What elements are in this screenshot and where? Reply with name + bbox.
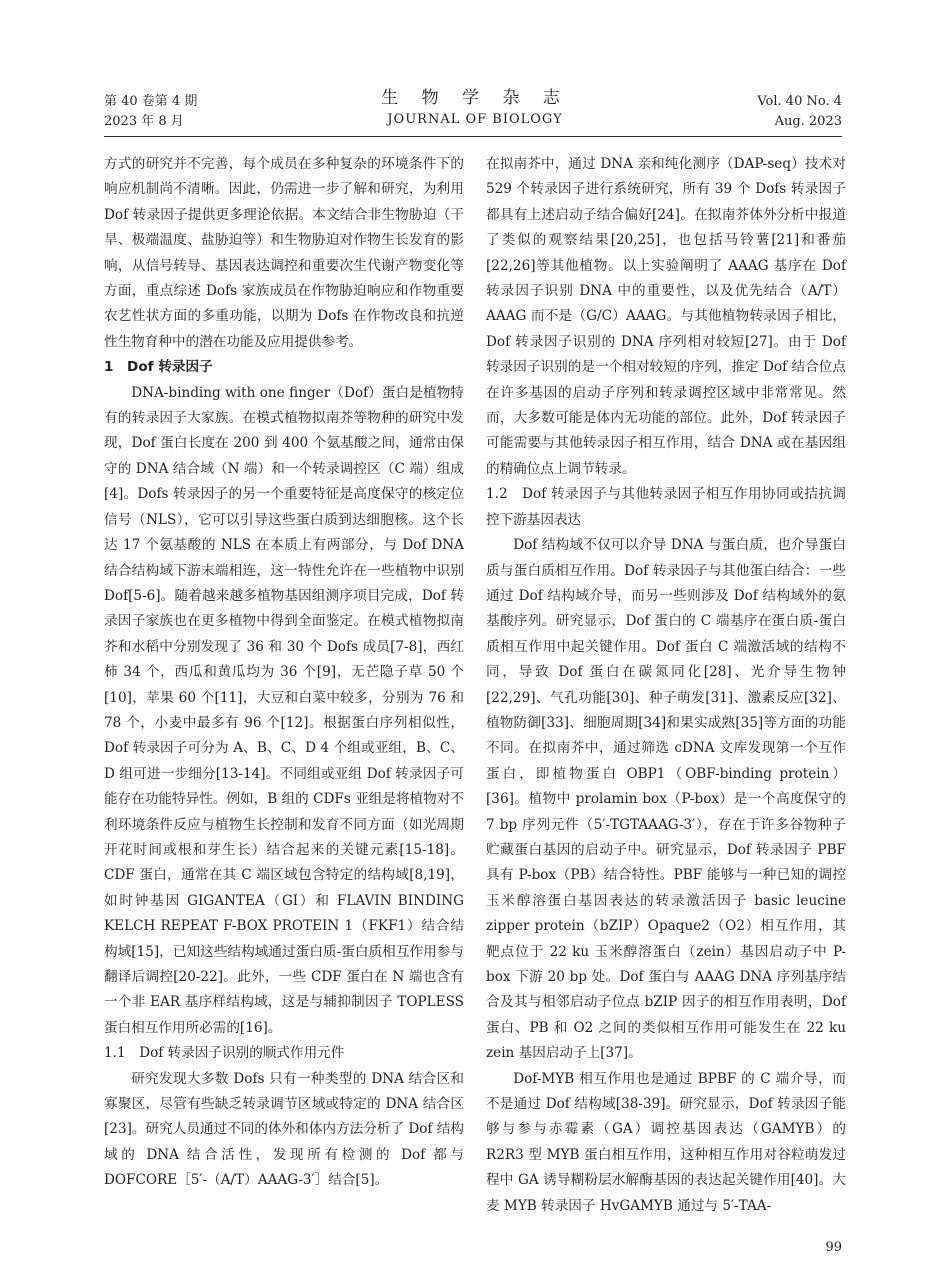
section-1-1-paragraph: 研究发现大多数 Dofs 只有一种类型的 DNA 结合区和寡聚区，尽管有些缺乏转录调节区域或特定的 DNA 结合区[23]。研究人员通过不同的体外和体内方法分析了 Dof 结构域的 DNA 结合活性，发现所有检测的 Dof 都与 DOFCORE［5′-（A/T）AAAG-3′］结合[5]。: [104, 1070, 464, 1189]
continued-paragraph: 在拟南芥中，通过 DNA 亲和纯化测序（DAP-seq）技术对 529 个转录因子进行系统研究，所有 39 个 Dofs 转录因子都具有上述启动子结合偏好[24]。在拟南芥体外分析中报道了类似的观察结果[20,25]，也包括马铃薯[21]和番茄[22,26]等其他植物。以上实验阐明了 AAAG 基序在 Dof 转录因子识别 DNA 中的重要性，以及优先结合（A/T）AAAG 而不是（G/C）AAAG。与其他植物转录因子相比，Dof 转录因子识别的 DNA 序列相对较短[27]。由于 Dof 转录因子识别的是一个相对较短的序列，推定 Dof 结合位点在许多基因的启动子序列和转录调控区域中非常常见。然而，大多数可能是体内无功能的部位。此外，Dof 转录因子可能需要与其他转录因子相互作用，结合 DNA 或在基因组的精确位点上调节转录。: [486, 156, 846, 477]
publication-date: 2023 年 8 月: [104, 114, 184, 129]
journal-title-cn: 生 物 学 杂 志: [381, 88, 569, 108]
volume-issue: 第 40 卷第 4 期: [104, 94, 198, 109]
journal-issue-info: [104, 92, 197, 132]
volume-issue-en: Vol. 40 No. 4: [757, 94, 842, 109]
left-column: [104, 152, 464, 1194]
journal-title: [345, 86, 605, 130]
section-1-2-paragraph-b: Dof-MYB 相互作用也是通过 BPBF 的 C 端介导，而不是通过 Dof 结构域[38-39]。研究显示，Dof 转录因子能够与参与赤霉素（GA）调控基因表达（GAMYB）的 R2R3 型 MYB 蛋白相互作用，这种相互作用对谷粒萌发过程中 GA 诱导糊粉层水解酶基因的表达起关键作用[40]。大麦 MYB 转录因子 HvGAMYB 通过与 5′-TAA-: [486, 1070, 846, 1214]
section-1-paragraph: DNA-binding with one finger（Dof）蛋白是植物特有的转录因子大家族。在模式植物拟南芥等物种的研究中发现，Dof 蛋白长度在 200 到 400 个氨基酸之间，通常由保守的 DNA 结合域（N 端）和一个转录调控区（C 端）组成[4]。Dofs 转录因子的另一个重要特征是高度保守的核定位信号（NLS），它可以引导这些蛋白质到达细胞核。这个长达 17 个氨基酸的 NLS 在本质上有两部分，与 Dof DNA 结合结构域下游末端相连，这一特性允许在一些植物中识别 Dof[5-6]。随着越来越多植物基因组测序项目完成，Dof 转录因子家族也在更多植物中得到全面鉴定。在模式植物拟南芥和水稻中分别发现了 36 和 30 个 Dofs 成员[7-8]，西红柿 34 个，西瓜和黄瓜均为 36 个[9]，无芒隐子草 50 个[10]，苹果 60 个[11]，大豆和白菜中较多，分别为 76 和 78 个，小麦中最多有 96 个[12]。根据蛋白序列相似性，Dof 转录因子可分为 A、B、C、D 4 个组或亚组，B、C、D 组可进一步细分[13-14]。不同组或亚组 Dof 转录因子可能存在功能特异性。例如，B 组的 CDFs 亚组是将植物对不利环境条件反应与植物生长控制和发育不同方面（如光周期开花时间或根和芽生长）结合起来的关键元素[15-18]。CDF 蛋白，通常在其 C 端区域包含特定的结构域[8,19]，如时钟基因 GIGANTEA（GI）和 FLAVIN BINDING KELCH REPEAT F-BOX PROTEIN 1（FKF1）结合结构域[15]，已知这些结构域通过蛋白质-蛋白质相互作用参与翻译后调控[20-22]。此外，一些 CDF 蛋白在 N 端也含有一个非 EAR 基序样结构域，这是与辅抑制因子 TOPLESS 蛋白相互作用所必需的[16]。: [104, 384, 464, 1036]
page-number: 99: [825, 1240, 842, 1255]
section-heading-1-1: 1.1 Dof 转录因子识别的顺式作用元件: [104, 1045, 345, 1062]
journal-title-en: JOURNAL OF BIOLOGY: [387, 112, 563, 127]
intro-paragraph: 方式的研究并不完善，每个成员在多种复杂的环境条件下的响应机制尚不清晰。因此，仍需进一步了解和研究，为利用 Dof 转录因子提供更多理论依据。本文结合非生物胁迫（干旱、极端温度、盐胁迫等）和生物胁迫对作物生长发育的影响，从信号转导、基因表达调控和重要次生代谢产物变化等方面，重点综述 Dofs 家族成员在作物胁迫响应和作物重要农艺性状方面的多重功能，以期为 Dofs 在作物改良和抗逆性生物育种中的潜在功能及应用提供参考。: [104, 156, 464, 350]
right-column: [486, 152, 846, 1219]
section-heading-1: 1 Dof 转录因子: [104, 359, 213, 376]
publication-date-en: Aug. 2023: [774, 114, 842, 129]
journal-issue-info-en: [757, 92, 842, 132]
section-heading-1-2: 1.2 Dof 转录因子与其他转录因子相互作用协同或拮抗调控下游基因表达: [486, 486, 846, 528]
section-1-2-paragraph-a: Dof 结构域不仅可以介导 DNA 与蛋白质，也介导蛋白质与蛋白质相互作用。Dof 转录因子与其他蛋白结合：一些通过 Dof 结构域介导，而另一些则涉及 Dof 结构域外的氨基酸序列。研究显示，Dof 蛋白的 C 端基序在蛋白质-蛋白质相互作用中起关键作用。Dof 蛋白 C 端激活域的结构不同，导致 Dof 蛋白在碳氮同化[28]、光介导生物钟[22,29]、气孔功能[30]、种子萌发[31]、激素反应[32]、植物防御[33]、细胞周期[34]和果实成熟[35]等方面的功能不同。在拟南芥中，通过筛选 cDNA 文库发现第一个互作蛋白，即植物蛋白 OBP1（OBF-binding protein）[36]。植物中 prolamin box（P-box）是一个高度保守的 7 bp 序列元件（5′-TGTAAAG-3′），存在于许多谷物种子贮藏蛋白基因的启动子中。研究显示，Dof 转录因子 PBF 具有 P-box（PB）结合特性。PBF 能够与一种已知的调控玉米醇溶蛋白基因表达的转录激活因子 basic leucine zipper protein（bZIP）Opaque2（O2）相互作用，其靶点位于 22 ku 玉米醇溶蛋白（zein）基因启动子中 P-box 下游 20 bp 处。Dof 蛋白与 AAAG DNA 序列基序结合及其与相邻启动子位点 bZIP 因子的相互作用表明，Dof 蛋白、PB 和 O2 之间的类似相互作用可能发生在 22 ku zein 基因启动子上[37]。: [486, 537, 846, 1062]
header-rule: [104, 136, 842, 137]
